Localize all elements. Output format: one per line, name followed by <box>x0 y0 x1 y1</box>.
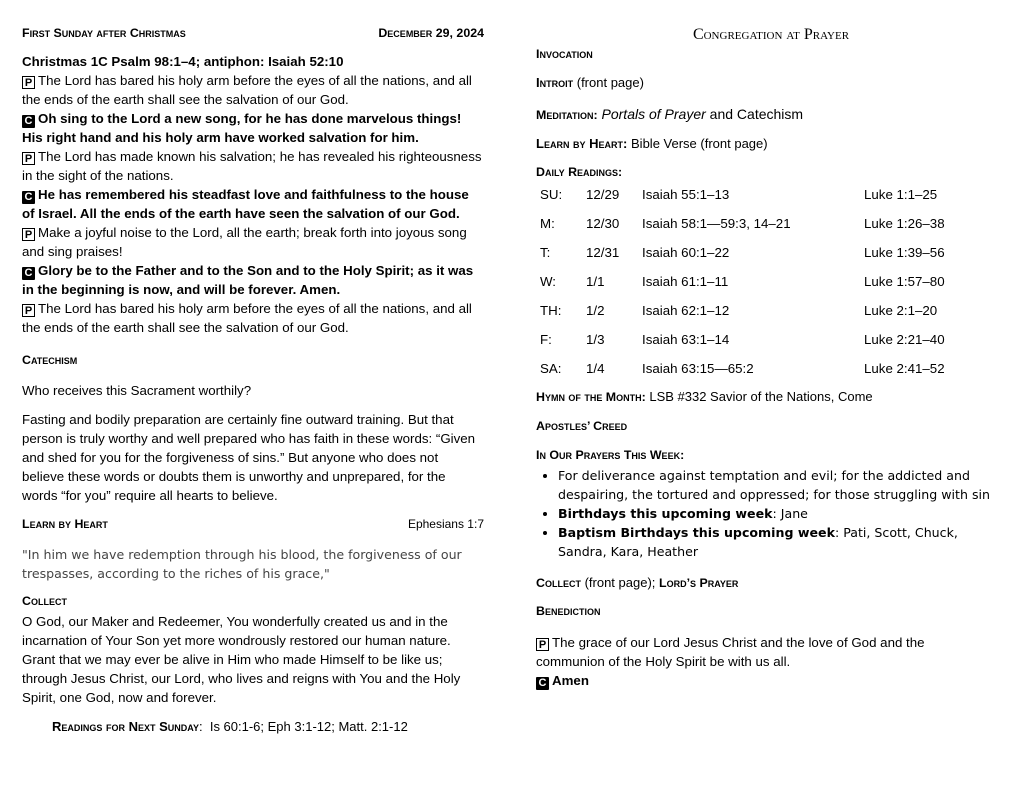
next-sunday-readings: Readings for Next Sunday: Is 60:1-6; Eph 3:1-12; Matt. 2:1-12 <box>52 719 408 734</box>
blessing-text: P The grace of our Lord Jesus Christ and the love of God and the communion of the Holy Spirit be with us all. <box>536 635 925 669</box>
list-item: • For deliverance against temptation and evil; for the addicted and despairing, the tortured and oppressed; for those struggling with sin <box>558 466 1010 504</box>
psalm-line: C He has remembered his steadfast love and faithfulness to the house of Israel. All the ends of the earth have seen the salvation of our God. <box>22 187 469 221</box>
pastor-badge: P <box>536 638 549 651</box>
hymn-text: LSB #332 Savior of the Nations, Come <box>649 389 873 404</box>
daily-readings-table <box>540 180 994 383</box>
psalm-line: P The Lord has bared his holy arm before the eyes of all the nations, and all the ends of the earth shall see the salvation of our God. <box>22 73 472 107</box>
collect-text: O God, our Maker and Redeemer, You wonderfully created us and in the incarnation of Your Son yet more wondrously restored our human nature. Grant that we may ever be alive in Him who made Himself to be like us; through Jesus Christ, our Lord, who lives and reigns with You and the Holy Spirit, one God, now and forever. <box>22 614 461 705</box>
pastor-badge: P <box>22 152 35 165</box>
right-title: Congregation at Prayer <box>692 26 850 43</box>
pastor-badge: P <box>22 228 35 241</box>
collect-line: Collect (front page); Lord’s Prayer <box>536 575 739 590</box>
collect-heading: Collect <box>22 594 67 608</box>
psalm-line: C Oh sing to the Lord a new song, for he has done marvelous things! His right hand and his holy arm have worked salvation for him. <box>22 111 462 145</box>
psalm-section <box>22 52 484 337</box>
psalm-line: P The Lord has bared his holy arm before the eyes of all the nations, and all the ends of the earth shall see the salvation of our God. <box>22 301 472 335</box>
next-sunday-text: Is 60:1-6; Eph 3:1-12; Matt. 2:1-12 <box>209 719 408 734</box>
benediction-heading: Benediction <box>536 604 601 618</box>
catechism-question: Who receives this Sacrament worthily? <box>22 383 252 398</box>
meditation-line: Meditation: Portals of Prayer and Catechism <box>536 106 804 122</box>
table-row: M: 12/30 Isaiah 58:1—59:3, 14–21 Luke 1:26–38 <box>540 216 945 231</box>
daily-readings-heading: Daily Readings: <box>536 165 623 179</box>
verse-reference: Ephesians 1:7 <box>407 517 484 531</box>
invocation-heading: Invocation <box>536 47 593 61</box>
service-date: December 29, 2024 <box>378 26 484 40</box>
learn-by-heart-line: Learn by Heart: Bible Verse (front page) <box>536 136 768 151</box>
congregation-badge: C <box>22 267 35 280</box>
congregation-badge: C <box>536 677 549 690</box>
learn-by-heart-heading: Learn by Heart <box>22 517 108 531</box>
psalm-line: P The Lord has made known his salvation; he has revealed his righteousness in the sight of the nations. <box>22 149 482 183</box>
prayers-heading: In Our Prayers This Week: <box>536 448 685 462</box>
psalm-line: C Glory be to the Father and to the Son and to the Holy Spirit; as it was in the beginning is now, and will be forever. Amen. <box>22 263 474 297</box>
page-title: First Sunday after Christmas <box>22 26 186 40</box>
table-row: SU: 12/29 Isaiah 55:1–13 Luke 1:1–25 <box>540 187 938 202</box>
pastor-badge: P <box>22 304 35 317</box>
memory-verse: "In him we have redemption through his blood, the forgiveness of our trespasses, according to the riches of his grace," <box>22 547 462 581</box>
psalm-heading: Christmas 1C Psalm 98:1–4; antiphon: Isaiah 52:10 <box>22 54 344 69</box>
learn-by-heart-header <box>22 517 484 531</box>
table-row: T: 12/31 Isaiah 60:1–22 Luke 1:39–56 <box>540 245 945 260</box>
table-row: W: 1/1 Isaiah 61:1–11 Luke 1:57–80 <box>540 274 945 289</box>
psalm-line: P Make a joyful noise to the Lord, all the earth; break forth into joyous song and sing praises! <box>22 225 467 259</box>
table-row: SA: 1/4 Isaiah 63:15—65:2 Luke 2:41–52 <box>540 361 945 376</box>
congregation-badge: C <box>22 115 35 128</box>
hymn-line: Hymn of the Month: LSB #332 Savior of the Nations, Come <box>536 389 873 404</box>
table-row: TH: 1/2 Isaiah 62:1–12 Luke 2:1–20 <box>540 303 938 318</box>
amen-response: C Amen <box>536 671 589 690</box>
list-item: • Birthdays this upcoming week: Jane <box>558 504 1010 523</box>
creed-heading: Apostles’ Creed <box>536 419 628 433</box>
next-sunday-label: Readings for Next Sunday <box>52 719 199 734</box>
table-row: F: 1/3 Isaiah 63:1–14 Luke 2:21–40 <box>540 332 945 347</box>
prayer-list <box>536 466 1010 561</box>
page-header <box>22 26 484 40</box>
list-item: • Baptism Birthdays this upcoming week: Pati, Scott, Chuck, Sandra, Kara, Heather <box>558 523 1010 561</box>
introit-line: Introit (front page) <box>536 75 644 90</box>
congregation-badge: C <box>22 191 35 204</box>
catechism-heading: Catechism <box>22 353 78 367</box>
meditation-title: Portals of Prayer <box>601 106 706 122</box>
pastor-badge: P <box>22 76 35 89</box>
catechism-answer: Fasting and bodily preparation are certainly fine outward training. But that person is truly worthy and well prepared who has faith in these words: “Given and shed for you for the forgiveness of sins.” But anyone who does not believe these words or doubts them is unworthy and unprepared, for the words “for you” require all hearts to believe. <box>22 412 476 503</box>
